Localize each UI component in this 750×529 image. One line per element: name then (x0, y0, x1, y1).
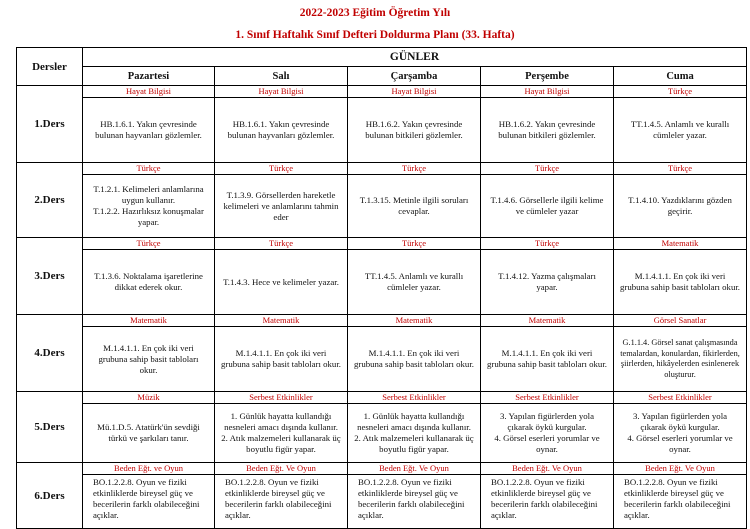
objective-text (348, 250, 480, 314)
lesson-cell (348, 315, 481, 392)
objective-text (481, 404, 613, 462)
objective-text-content: TT.1.4.5. Anlamlı ve kurallı cümleler yazar. (630, 119, 730, 140)
objective-text-content: T.1.3.15. Metinle ilgili soruları cevaplar. (359, 195, 469, 216)
lesson-row (17, 163, 747, 238)
lesson-cell (215, 86, 348, 163)
subject-label: Beden Eğt. ve Oyun (83, 463, 214, 475)
day-header-carsamba: Çarşamba (348, 67, 481, 86)
subject-label: Türkçe (348, 163, 480, 175)
objective-text (614, 98, 746, 162)
objective-text-content: HB.1.6.2. Yakın çevresinde bulunan bitkileri gözlemler. (498, 119, 596, 140)
lesson-cell (614, 392, 747, 463)
objective-text-content: T.1.3.9. Görsellerden hareketle kelimeleri ve anlamlarını tahmin eder (223, 189, 339, 222)
objective-text (614, 404, 746, 462)
lesson-cell (481, 238, 614, 315)
objective-text-content: BO.1.2.2.8. Oyun ve fiziki etkinliklerde bireysel güç ve becerilerin farklı olabileceğini açıklar. (491, 477, 598, 520)
lesson-cell (614, 163, 747, 238)
lesson-cell (481, 315, 614, 392)
lesson-cell (83, 392, 215, 463)
lesson-label: 6.Ders (17, 463, 83, 529)
lesson-cell (481, 392, 614, 463)
objective-text (481, 250, 613, 314)
lesson-cell (83, 163, 215, 238)
objective-text-content: M.1.4.1.1. En çok iki veri grubuna sahip basit tabloları okur. (354, 348, 474, 369)
objective-text (348, 175, 480, 237)
subject-label: Hayat Bilgisi (348, 86, 480, 98)
lesson-row (17, 315, 747, 392)
subject-label: Türkçe (83, 238, 214, 250)
lesson-cell (348, 392, 481, 463)
subject-label: Müzik (83, 392, 214, 404)
objective-text-content: HB.1.6.1. Yakın çevresinde bulunan hayvanları gözlemler. (95, 119, 202, 140)
subject-label: Serbest Etkinlikler (348, 392, 480, 404)
objective-text (614, 475, 746, 528)
subject-label: Türkçe (614, 163, 746, 175)
subject-label: Hayat Bilgisi (215, 86, 347, 98)
subject-label: Hayat Bilgisi (83, 86, 214, 98)
weekly-plan-table (16, 47, 747, 529)
lesson-label: 1.Ders (17, 86, 83, 163)
objective-text (348, 404, 480, 462)
objective-text (614, 175, 746, 237)
subject-label: Matematik (215, 315, 347, 327)
lesson-cell (348, 163, 481, 238)
objective-text (614, 327, 746, 391)
lesson-cell (348, 86, 481, 163)
objective-text (614, 250, 746, 314)
objective-text (215, 98, 347, 162)
subject-label: Matematik (481, 315, 613, 327)
lesson-cell (215, 463, 348, 529)
subject-label: Matematik (83, 315, 214, 327)
subject-label: Serbest Etkinlikler (614, 392, 746, 404)
plan-body (17, 86, 747, 529)
objective-text-content: M.1.4.1.1. En çok iki veri grubuna sahip basit tabloları okur. (221, 348, 341, 369)
subject-label: Türkçe (481, 238, 613, 250)
objective-text (215, 175, 347, 237)
objective-text (481, 175, 613, 237)
lesson-row (17, 463, 747, 529)
lesson-cell (348, 463, 481, 529)
subject-label: Matematik (348, 315, 480, 327)
gunler-header: GÜNLER (83, 48, 747, 67)
day-header-pazartesi: Pazartesi (83, 67, 215, 86)
objective-text-content: BO.1.2.2.8. Oyun ve fiziki etkinliklerde bireysel güç ve becerilerin farklı olabileceğini açıklar. (624, 477, 731, 520)
lesson-row (17, 238, 747, 315)
objective-text-content: T.1.4.6. Görsellerle ilgili kelime ve cümleler yazar (490, 195, 604, 216)
objective-text-content: T.1.4.12. Yazma çalışmaları yapar. (498, 271, 596, 292)
objective-text-content: BO.1.2.2.8. Oyun ve fiziki etkinliklerde bireysel güç ve becerilerin farklı olabileceğini açıklar. (93, 477, 200, 520)
subject-label: Serbest Etkinlikler (481, 392, 613, 404)
objective-text (348, 98, 480, 162)
subject-label: Türkçe (614, 86, 746, 98)
objective-text (348, 475, 480, 528)
objective-text-content: 1. Günlük hayatta kullandığı nesneleri amacı dışında kullanır. 2. Atık malzemeleri kullanarak üç boyutlu figür yapar. (354, 411, 474, 454)
objective-text-content: Mü.1.D.5. Atatürk'ün sevdiği türkü ve şarkıları tanır. (97, 422, 200, 443)
objective-text-content: M.1.4.1.1. En çok iki veri grubuna sahip basit tabloları okur. (620, 271, 740, 292)
objective-text (481, 327, 613, 391)
lesson-label: 4.Ders (17, 315, 83, 392)
day-header-cuma: Cuma (614, 67, 747, 86)
objective-text-content: M.1.4.1.1. En çok iki veri grubuna sahip basit tabloları okur. (487, 348, 607, 369)
objective-text (83, 98, 214, 162)
lesson-cell (348, 238, 481, 315)
school-year-title: 2022-2023 Eğitim Öğretim Yılı (299, 7, 451, 19)
objective-text (83, 250, 214, 314)
lesson-cell (614, 463, 747, 529)
subject-label: Türkçe (83, 163, 214, 175)
objective-text (83, 175, 214, 237)
lesson-cell (83, 315, 215, 392)
objective-text (215, 475, 347, 528)
objective-text (215, 250, 347, 314)
dersler-header: Dersler (17, 48, 83, 86)
objective-text (481, 475, 613, 528)
objective-text (83, 475, 214, 528)
subject-label: Türkçe (348, 238, 480, 250)
plan-title: 1. Sınıf Haftalık Sınıf Defteri Doldurma Planı (33. Hafta) (235, 29, 515, 41)
objective-text (215, 327, 347, 391)
lesson-cell (83, 463, 215, 529)
subject-label: Beden Eğt. Ve Oyun (614, 463, 746, 475)
objective-text (83, 327, 214, 391)
lesson-cell (614, 86, 747, 163)
objective-text-content: HB.1.6.2. Yakın çevresinde bulunan bitkileri gözlemler. (365, 119, 463, 140)
subject-label: Beden Eğt. Ve Oyun (215, 463, 347, 475)
lesson-label: 2.Ders (17, 163, 83, 238)
objective-text-content: T.1.3.6. Noktalama işaretlerine dikkat ederek okur. (94, 271, 203, 292)
lesson-cell (215, 163, 348, 238)
objective-text (215, 404, 347, 462)
subject-label: Beden Eğt. Ve Oyun (348, 463, 480, 475)
lesson-cell (481, 163, 614, 238)
lesson-row (17, 392, 747, 463)
objective-text (481, 98, 613, 162)
subject-label: Türkçe (215, 163, 347, 175)
subject-label: Matematik (614, 238, 746, 250)
subject-label: Türkçe (481, 163, 613, 175)
objective-text-content: T.1.2.1. Kelimeleri anlamlarına uygun kullanır. T.1.2.2. Hazırlıksız konuşmalar yapar. (93, 184, 204, 227)
objective-text-content: 1. Günlük hayatta kullandığı nesneleri amacı dışında kullanır. 2. Atık malzemeleri kullanarak üç boyutlu figür yapar. (221, 411, 341, 454)
objective-text-content: T.1.4.10. Yazdıklarını gözden geçirir. (628, 195, 732, 216)
subject-label: Hayat Bilgisi (481, 86, 613, 98)
subject-label: Görsel Sanatlar (614, 315, 746, 327)
objective-text-content: G.1.1.4. Görsel sanat çalışmasında temalardan, konulardan, fikirlerden, şiirlerden, hikâyelerden esinlenerek oluşturur. (620, 338, 740, 379)
day-header-sali: Salı (215, 67, 348, 86)
subject-label: Beden Eğt. Ve Oyun (481, 463, 613, 475)
subject-label: Serbest Etkinlikler (215, 392, 347, 404)
lesson-row (17, 86, 747, 163)
objective-text-content: M.1.4.1.1. En çok iki veri grubuna sahip basit tabloları okur. (98, 342, 199, 375)
objective-text-content: T.1.4.3. Hece ve kelimeler yazar. (223, 276, 339, 287)
lesson-cell (614, 315, 747, 392)
lesson-cell (481, 463, 614, 529)
lesson-label: 3.Ders (17, 238, 83, 315)
objective-text (83, 404, 214, 462)
objective-text-content: 3. Yapılan figürlerden yola çıkarak öykü kurgular. 4. Görsel eserleri yorumlar ve oynar. (494, 411, 600, 454)
objective-text-content: HB.1.6.1. Yakın çevresinde bulunan hayvanları gözlemler. (227, 119, 335, 140)
objective-text-content: 3. Yapılan figürlerden yola çıkarak öykü kurgular. 4. Görsel eserleri yorumlar ve oynar. (627, 411, 733, 454)
lesson-cell (215, 315, 348, 392)
objective-text-content: TT.1.4.5. Anlamlı ve kurallı cümleler yazar. (364, 271, 464, 292)
lesson-cell (215, 238, 348, 315)
lesson-cell (83, 86, 215, 163)
lesson-cell (83, 238, 215, 315)
objective-text (348, 327, 480, 391)
subject-label: Türkçe (215, 238, 347, 250)
lesson-cell (614, 238, 747, 315)
objective-text-content: BO.1.2.2.8. Oyun ve fiziki etkinliklerde bireysel güç ve becerilerin farklı olabileceğini açıklar. (358, 477, 465, 520)
objective-text-content: BO.1.2.2.8. Oyun ve fiziki etkinliklerde bireysel güç ve becerilerin farklı olabileceğini açıklar. (225, 477, 332, 520)
lesson-label: 5.Ders (17, 392, 83, 463)
day-header-persembe: Perşembe (481, 67, 614, 86)
lesson-cell (215, 392, 348, 463)
lesson-cell (481, 86, 614, 163)
